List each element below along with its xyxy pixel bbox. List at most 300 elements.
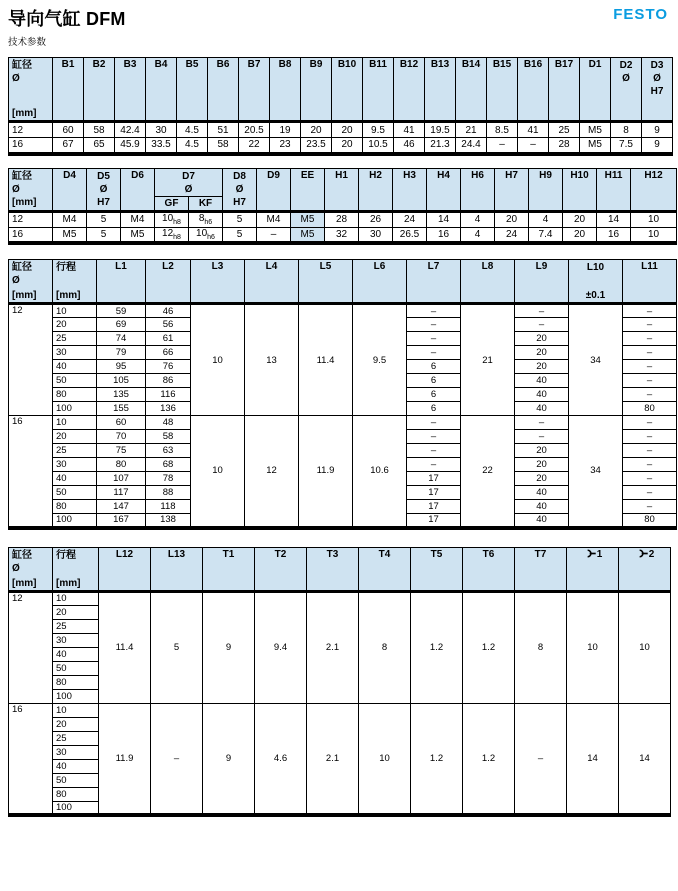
header-row: [9, 260, 677, 304]
cell: 20: [495, 211, 529, 227]
dimensions-table-b: [8, 57, 673, 156]
header-row: [9, 168, 677, 196]
cell: 75: [97, 444, 146, 458]
bore-cell: 16: [9, 703, 53, 815]
cell-gf: $12_{h8}$: [155, 227, 189, 243]
cell-merged: 21: [461, 304, 515, 416]
cell: 24: [393, 211, 427, 227]
cell: 10: [631, 211, 677, 227]
cell-ee: M5: [291, 211, 325, 227]
cell-merged: 10: [359, 703, 411, 815]
stroke-cell: 100: [53, 402, 97, 416]
cell: 68: [146, 458, 191, 472]
cell-merged: 10: [191, 304, 245, 416]
col-header: L1: [97, 260, 146, 304]
cell: 88: [146, 486, 191, 500]
stroke-cell: 10: [53, 304, 97, 318]
bore-cell: 16: [9, 416, 53, 528]
cell: 9.5: [363, 122, 394, 138]
cell: –: [407, 346, 461, 360]
cell: 26: [359, 211, 393, 227]
col-header: B4: [146, 58, 177, 122]
col-header: H6: [461, 168, 495, 211]
stroke-cell: 10: [53, 591, 99, 605]
cell: –: [623, 360, 677, 374]
cell: –: [407, 458, 461, 472]
cell: 61: [146, 332, 191, 346]
cell: M5: [580, 122, 611, 138]
cell: –: [407, 304, 461, 318]
cell-merged: 11.4: [99, 591, 151, 703]
wrench-icon: [583, 549, 596, 558]
cell-merged: 4.6: [255, 703, 307, 815]
cell: 41: [518, 122, 549, 138]
bore-cell: 12: [9, 211, 53, 227]
cell-merged: –: [151, 703, 203, 815]
cell: 86: [146, 374, 191, 388]
cell: 17: [407, 500, 461, 514]
col-header: L13: [151, 547, 203, 591]
bore-column-header: 缸径 Ø [mm]: [9, 168, 53, 211]
stroke-cell: 40: [53, 360, 97, 374]
cell: 33.5: [146, 138, 177, 154]
cell: 7.4: [529, 227, 563, 243]
dimensions-table-t: [8, 547, 671, 818]
cell: 20: [515, 472, 569, 486]
cell: –: [623, 486, 677, 500]
cell: 58: [208, 138, 239, 154]
cell: M5: [53, 227, 87, 243]
col-header: L2: [146, 260, 191, 304]
table-row: [9, 416, 677, 430]
cell-merged: 10: [567, 591, 619, 703]
cell: 19: [270, 122, 301, 138]
cell: –: [515, 318, 569, 332]
cell: 24: [495, 227, 529, 243]
cell-ee: M5: [291, 227, 325, 243]
cell: 45.9: [115, 138, 146, 154]
stroke-cell: 100: [53, 689, 99, 703]
cell: 5: [223, 227, 257, 243]
cell-merged: 2.1: [307, 703, 359, 815]
cell: –: [257, 227, 291, 243]
cell: 28: [549, 138, 580, 154]
col-header: B1: [53, 58, 84, 122]
wrench-icon: [635, 549, 648, 558]
cell: 6: [407, 374, 461, 388]
col-header: T7: [515, 547, 567, 591]
cell-merged: 10: [191, 416, 245, 528]
cell: 147: [97, 500, 146, 514]
cell: 155: [97, 402, 146, 416]
header-row: [9, 547, 671, 591]
cell: 6: [407, 360, 461, 374]
col-header: H10: [563, 168, 597, 211]
stroke-cell: 40: [53, 472, 97, 486]
dimensions-table-dh: [8, 168, 677, 246]
col-header: D4: [53, 168, 87, 211]
cell: 80: [623, 402, 677, 416]
table-row: [9, 227, 677, 243]
cell: 118: [146, 500, 191, 514]
col-header: H12: [631, 168, 677, 211]
col-header: H11: [597, 168, 631, 211]
cell-kf: $8_{h6}$: [189, 211, 223, 227]
col-header: L3: [191, 260, 245, 304]
cell: –: [515, 430, 569, 444]
cell-merged: 1.2: [411, 703, 463, 815]
cell: 22: [239, 138, 270, 154]
cell: 135: [97, 388, 146, 402]
cell: 9: [642, 122, 673, 138]
cell: –: [515, 304, 569, 318]
col-header: B16: [518, 58, 549, 122]
cell-merged: 9.4: [255, 591, 307, 703]
stroke-cell: 30: [53, 745, 99, 759]
stroke-cell: 20: [53, 717, 99, 731]
col-header-wrench-1: 1: [567, 547, 619, 591]
cell-merged: 1.2: [463, 591, 515, 703]
col-header: B3: [115, 58, 146, 122]
cell: 17: [407, 514, 461, 528]
cell: 66: [146, 346, 191, 360]
cell-gf: $10_{h8}$: [155, 211, 189, 227]
cell: 51: [208, 122, 239, 138]
cell: 167: [97, 514, 146, 528]
cell: 80: [623, 514, 677, 528]
cell: 5: [87, 227, 121, 243]
cell: 116: [146, 388, 191, 402]
page-subtitle: 技术参数: [8, 37, 47, 48]
col-header: H2: [359, 168, 393, 211]
cell: 95: [97, 360, 146, 374]
cell-merged: 8: [359, 591, 411, 703]
col-header: L11: [623, 260, 677, 304]
cell-merged: 9: [203, 591, 255, 703]
col-header: B5: [177, 58, 208, 122]
cell-merged: 34: [569, 304, 623, 416]
stroke-cell: 80: [53, 787, 99, 801]
cell: 40: [515, 514, 569, 528]
bore-column-header: 缸径 Ø [mm]: [9, 58, 53, 122]
cell: 14: [427, 211, 461, 227]
cell-merged: 11.4: [299, 304, 353, 416]
stroke-cell: 10: [53, 703, 99, 717]
col-header: B2: [84, 58, 115, 122]
festo-logo: FESTO: [613, 6, 668, 23]
cell: 17: [407, 472, 461, 486]
cell: M4: [121, 211, 155, 227]
cell: –: [623, 444, 677, 458]
stroke-cell: 50: [53, 773, 99, 787]
cell: –: [623, 374, 677, 388]
cell-merged: 10.6: [353, 416, 407, 528]
col-header: H4: [427, 168, 461, 211]
cell-merged: 1.2: [411, 591, 463, 703]
col-header: T4: [359, 547, 411, 591]
cell: 4: [461, 211, 495, 227]
cell: 60: [53, 122, 84, 138]
cell: 16: [427, 227, 461, 243]
cell-merged: 22: [461, 416, 515, 528]
cell: –: [623, 430, 677, 444]
page-header: [0, 0, 678, 48]
cell: 26.5: [393, 227, 427, 243]
cell: 136: [146, 402, 191, 416]
cell: 4.5: [177, 122, 208, 138]
cell: 69: [97, 318, 146, 332]
col-header: L9: [515, 260, 569, 304]
cell: 63: [146, 444, 191, 458]
stroke-cell: 100: [53, 801, 99, 815]
cell: 60: [97, 416, 146, 430]
cell: 59: [97, 304, 146, 318]
cell: 28: [325, 211, 359, 227]
bore-cell: 12: [9, 304, 53, 416]
col-header-d2: D2 Ø: [611, 58, 642, 122]
table-row: [9, 211, 677, 227]
stroke-cell: 80: [53, 388, 97, 402]
stroke-cell: 40: [53, 759, 99, 773]
cell: 105: [97, 374, 146, 388]
cell: 117: [97, 486, 146, 500]
cell: 78: [146, 472, 191, 486]
cell: 48: [146, 416, 191, 430]
cell-merged: 14: [567, 703, 619, 815]
stroke-column-header: 行程 [mm]: [53, 260, 97, 304]
col-header-d5: D5 Ø H7: [87, 168, 121, 211]
cell: 67: [53, 138, 84, 154]
col-header-d8: D8 Ø H7: [223, 168, 257, 211]
cell: –: [407, 332, 461, 346]
col-header: L7: [407, 260, 461, 304]
cell: 20: [515, 346, 569, 360]
cell: 20: [301, 122, 332, 138]
cell: 76: [146, 360, 191, 374]
col-header: D6: [121, 168, 155, 211]
cell: 70: [97, 430, 146, 444]
cell: 20: [563, 227, 597, 243]
page-title: 导向气缸 DFM: [8, 9, 126, 29]
table-row: [9, 591, 671, 605]
bore-column-header: 缸径 Ø [mm]: [9, 260, 53, 304]
cell: 17: [407, 486, 461, 500]
cell: 20: [515, 444, 569, 458]
cell: 14: [597, 211, 631, 227]
cell: M5: [121, 227, 155, 243]
stroke-cell: 25: [53, 731, 99, 745]
cell: M4: [53, 211, 87, 227]
bore-column-header: 缸径 Ø [mm]: [9, 547, 53, 591]
cell-merged: 11.9: [299, 416, 353, 528]
dimensions-table-l: [8, 259, 677, 530]
cell-merged: 14: [619, 703, 671, 815]
cell: 8.5: [487, 122, 518, 138]
cell: 5: [223, 211, 257, 227]
col-header: EE: [291, 168, 325, 211]
cell: 21: [456, 122, 487, 138]
cell: –: [623, 458, 677, 472]
col-header-wrench-2: 2: [619, 547, 671, 591]
cell-merged: 5: [151, 591, 203, 703]
cell: 21.3: [425, 138, 456, 154]
col-header: B15: [487, 58, 518, 122]
col-header: L12: [99, 547, 151, 591]
bore-cell: 16: [9, 227, 53, 243]
table-row: [9, 122, 673, 138]
cell: 4: [529, 211, 563, 227]
cell: –: [623, 472, 677, 486]
cell: –: [518, 138, 549, 154]
cell: 40: [515, 402, 569, 416]
bore-cell: 12: [9, 591, 53, 703]
cell: 4: [461, 227, 495, 243]
cell: 138: [146, 514, 191, 528]
cell: 32: [325, 227, 359, 243]
col-header: B17: [549, 58, 580, 122]
cell-merged: 9: [203, 703, 255, 815]
col-header-l10: L10 ±0.1: [569, 260, 623, 304]
cell: 20: [515, 360, 569, 374]
cell: –: [407, 416, 461, 430]
stroke-cell: 100: [53, 514, 97, 528]
cell: 16: [597, 227, 631, 243]
col-header: T5: [411, 547, 463, 591]
stroke-column-header: 行程 [mm]: [53, 547, 99, 591]
col-header: L8: [461, 260, 515, 304]
col-header: H9: [529, 168, 563, 211]
header-row: [9, 58, 673, 122]
stroke-cell: 20: [53, 430, 97, 444]
cell: –: [407, 318, 461, 332]
stroke-cell: 30: [53, 346, 97, 360]
cell: –: [623, 500, 677, 514]
cell: 5: [87, 211, 121, 227]
cell: 46: [394, 138, 425, 154]
col-header: L5: [299, 260, 353, 304]
cell: 40: [515, 486, 569, 500]
stroke-cell: 20: [53, 605, 99, 619]
stroke-cell: 25: [53, 444, 97, 458]
cell: 10: [631, 227, 677, 243]
cell: 30: [146, 122, 177, 138]
stroke-cell: 10: [53, 416, 97, 430]
stroke-cell: 30: [53, 458, 97, 472]
cell: 20: [515, 332, 569, 346]
cell: 40: [515, 374, 569, 388]
cell: 80: [97, 458, 146, 472]
cell: 10.5: [363, 138, 394, 154]
cell: 58: [146, 430, 191, 444]
col-header: B12: [394, 58, 425, 122]
cell-merged: 12: [245, 416, 299, 528]
cell: –: [623, 332, 677, 346]
cell-merged: 9.5: [353, 304, 407, 416]
table-row: [9, 138, 673, 154]
col-header: L6: [353, 260, 407, 304]
col-header: T3: [307, 547, 359, 591]
cell: –: [623, 304, 677, 318]
stroke-cell: 50: [53, 486, 97, 500]
col-header: T1: [203, 547, 255, 591]
cell: 41: [394, 122, 425, 138]
col-header: T2: [255, 547, 307, 591]
cell: 4.5: [177, 138, 208, 154]
cell-merged: 11.9: [99, 703, 151, 815]
stroke-cell: 50: [53, 374, 97, 388]
stroke-cell: 20: [53, 318, 97, 332]
cell: M4: [257, 211, 291, 227]
cell: 8: [611, 122, 642, 138]
col-header: B11: [363, 58, 394, 122]
cell-merged: 2.1: [307, 591, 359, 703]
cell: 24.4: [456, 138, 487, 154]
col-header: D9: [257, 168, 291, 211]
table-row: [9, 703, 671, 717]
bore-cell: 12: [9, 122, 53, 138]
col-header: B6: [208, 58, 239, 122]
cell-merged: 8: [515, 591, 567, 703]
col-header: H3: [393, 168, 427, 211]
cell: 20: [332, 122, 363, 138]
stroke-cell: 80: [53, 500, 97, 514]
cell: –: [487, 138, 518, 154]
col-header-gf: GF: [155, 196, 189, 211]
cell-merged: 10: [619, 591, 671, 703]
cell: 56: [146, 318, 191, 332]
col-header: B7: [239, 58, 270, 122]
stroke-cell: 40: [53, 647, 99, 661]
cell-merged: –: [515, 703, 567, 815]
cell: 20.5: [239, 122, 270, 138]
cell: –: [623, 318, 677, 332]
cell: –: [515, 416, 569, 430]
cell: 107: [97, 472, 146, 486]
stroke-cell: 50: [53, 661, 99, 675]
cell: 25: [549, 122, 580, 138]
stroke-cell: 25: [53, 332, 97, 346]
col-header-d3: D3 Ø H7: [642, 58, 673, 122]
cell: –: [623, 346, 677, 360]
cell: 19.5: [425, 122, 456, 138]
col-header: H7: [495, 168, 529, 211]
cell: 20: [332, 138, 363, 154]
cell: 9: [642, 138, 673, 154]
cell: 20: [515, 458, 569, 472]
cell-merged: 1.2: [463, 703, 515, 815]
col-header: B9: [301, 58, 332, 122]
cell: –: [623, 388, 677, 402]
col-header-kf: KF: [189, 196, 223, 211]
col-header: B8: [270, 58, 301, 122]
col-header-d7: D7 Ø: [155, 168, 223, 196]
cell: 46: [146, 304, 191, 318]
cell: 40: [515, 388, 569, 402]
cell: 79: [97, 346, 146, 360]
col-header: T6: [463, 547, 515, 591]
col-header: B13: [425, 58, 456, 122]
stroke-cell: 80: [53, 675, 99, 689]
cell: 23: [270, 138, 301, 154]
cell: 7.5: [611, 138, 642, 154]
col-header: D1: [580, 58, 611, 122]
cell: 74: [97, 332, 146, 346]
cell: 30: [359, 227, 393, 243]
col-header: H1: [325, 168, 359, 211]
cell: –: [623, 416, 677, 430]
cell: 20: [563, 211, 597, 227]
cell: 40: [515, 500, 569, 514]
